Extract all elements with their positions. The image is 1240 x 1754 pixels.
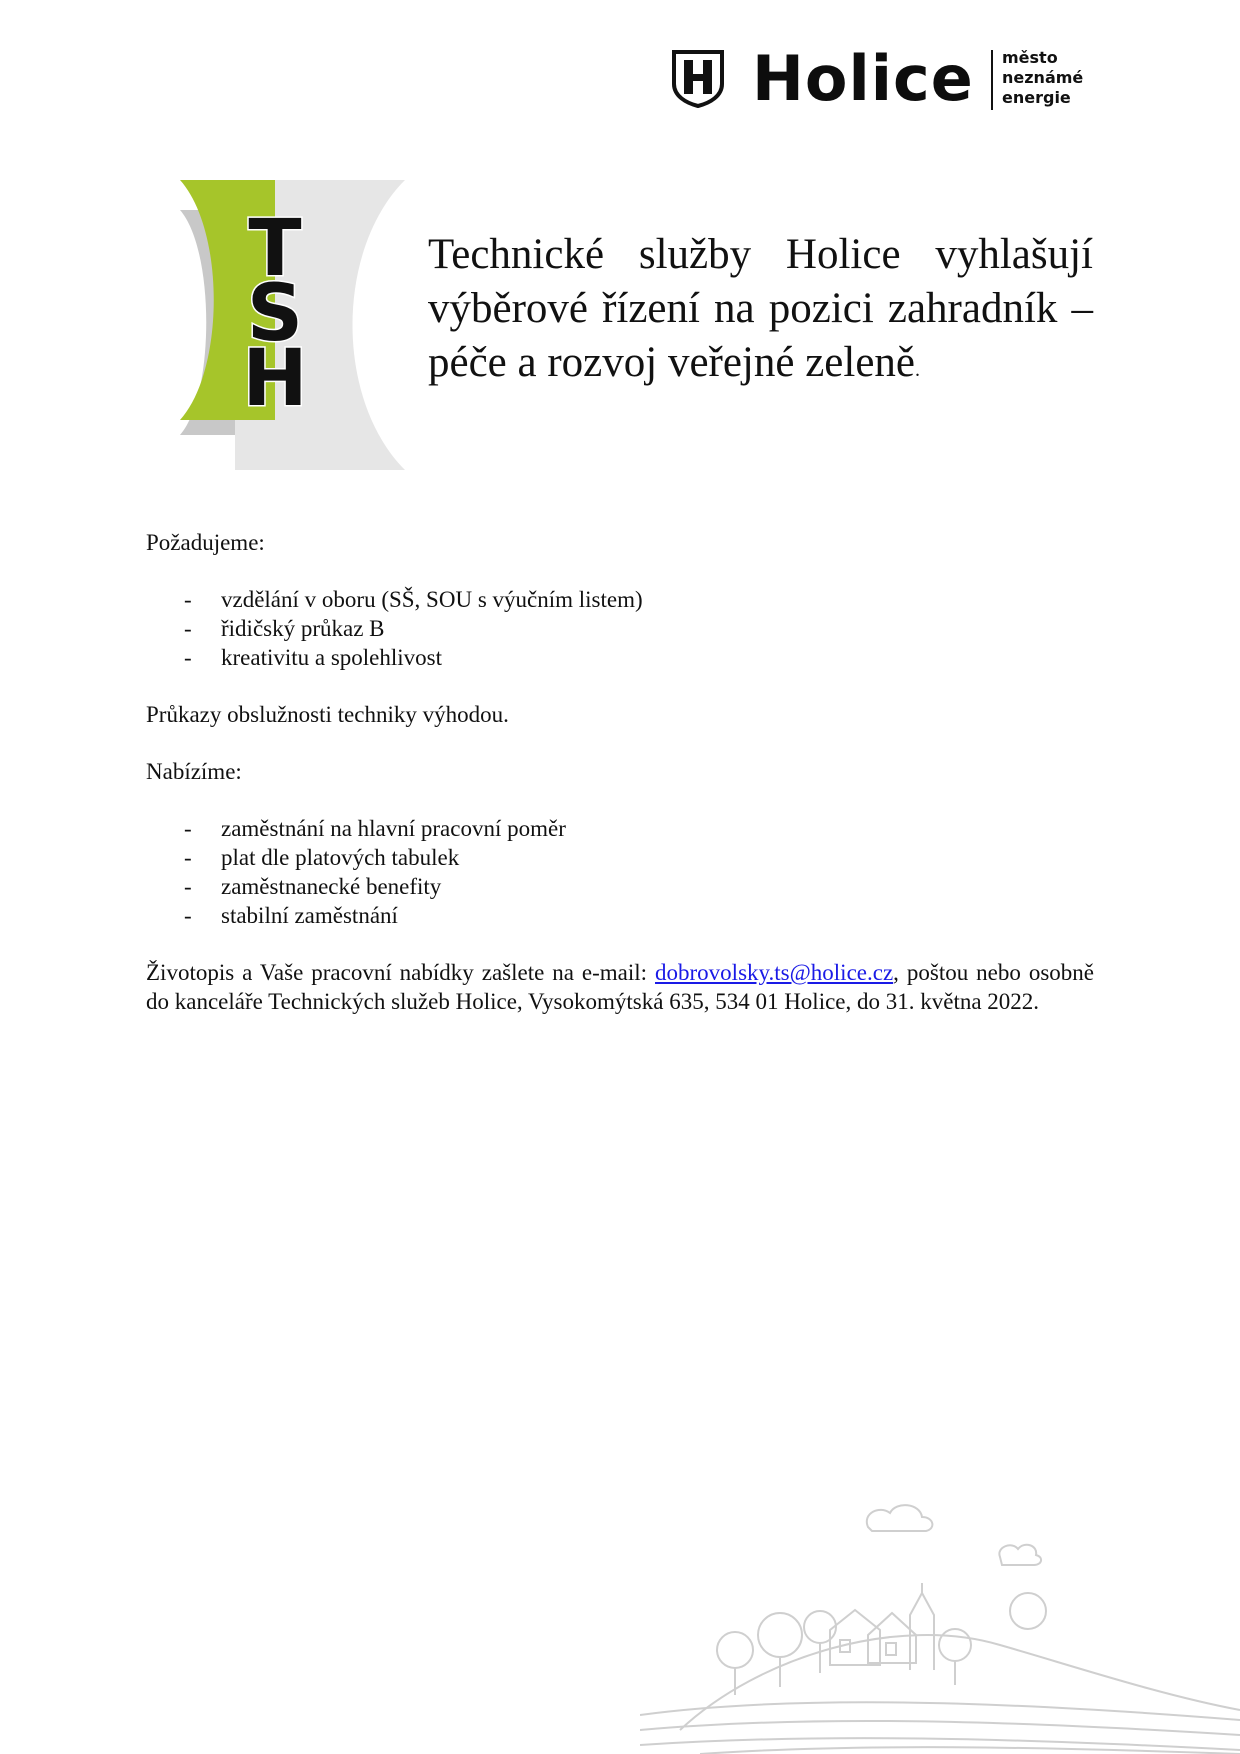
list-item-text: stabilní zaměstnání	[221, 903, 398, 928]
list-dash: -	[184, 816, 192, 841]
brand-divider	[991, 50, 993, 110]
offer-list	[146, 814, 1094, 930]
tagline-line: neznámé	[1002, 68, 1084, 87]
list-item	[146, 872, 1094, 901]
requirements-label: Požadujeme:	[146, 530, 265, 555]
list-item-text: zaměstnanecké benefity	[221, 874, 442, 899]
document-body	[146, 528, 1094, 1016]
list-dash: -	[184, 874, 192, 899]
list-item	[146, 901, 1094, 930]
tsh-logo	[145, 180, 415, 470]
brand-tagline	[1002, 48, 1083, 108]
village-illustration	[640, 1495, 1240, 1754]
tsh-letter-h: H	[242, 334, 308, 424]
holice-shield-icon	[672, 50, 724, 108]
email-link[interactable]: dobrovolsky.ts@holice.cz	[655, 960, 894, 985]
list-dash: -	[184, 616, 192, 641]
tagline-line: energie	[1002, 88, 1071, 107]
list-dash: -	[184, 645, 192, 670]
holice-brand-logo	[672, 42, 1092, 115]
tsh-letter-t: T	[248, 204, 302, 294]
list-item-text: zaměstnání na hlavní pracovní poměr	[221, 816, 566, 841]
list-item	[146, 585, 1094, 614]
contact-text-after: , poštou nebo osobně do kanceláře Technických služeb Holice, Vysokomýtská 635, 534 01 Holice, do 31. května 2022.	[146, 960, 1094, 1014]
list-dash: -	[184, 903, 192, 928]
contact-paragraph	[146, 958, 1094, 1016]
list-item-text: kreativitu a spolehlivost	[221, 645, 443, 670]
list-item-text: plat dle platových tabulek	[221, 845, 460, 870]
list-item	[146, 643, 1094, 672]
contact-text-before: Životopis a Vaše pracovní nabídky zašlete na e-mail:	[146, 960, 656, 985]
title-text: Technické služby Holice vyhlašují výběrové řízení na pozici zahradník – péče a rozvoj veřejné zeleně	[428, 231, 1093, 386]
list-dash: -	[184, 845, 192, 870]
offer-label: Nabízíme:	[146, 759, 242, 784]
requirements-list	[146, 585, 1094, 672]
brand-name: Holice	[752, 42, 974, 115]
list-item	[146, 614, 1094, 643]
list-item-text: řidičský průkaz B	[221, 616, 385, 641]
page-title	[428, 228, 1093, 397]
list-dash: -	[184, 587, 192, 612]
list-item	[146, 843, 1094, 872]
advantage-note: Průkazy obslužnosti techniky výhodou.	[146, 702, 509, 727]
tagline-line: město	[1002, 48, 1058, 67]
tsh-letter-s: S	[246, 269, 304, 359]
list-item-text: vzdělání v oboru (SŠ, SOU s výučním listem)	[221, 587, 643, 612]
title-end-dot: .	[915, 359, 921, 381]
list-item	[146, 814, 1094, 843]
